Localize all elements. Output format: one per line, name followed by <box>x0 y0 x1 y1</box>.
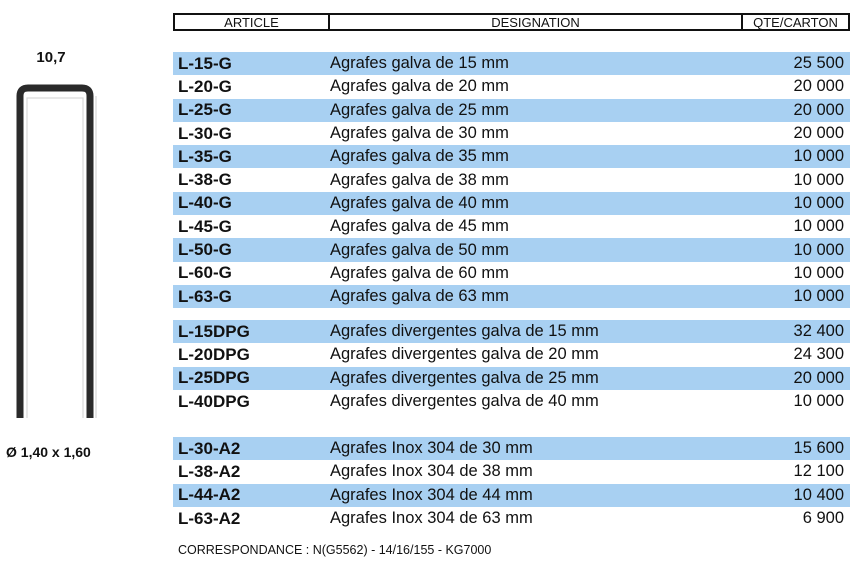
cell-qty: 10 000 <box>793 147 844 166</box>
cell-qty: 10 000 <box>793 287 844 306</box>
cell-designation: Agrafes galva de 60 mm <box>330 263 509 282</box>
table-row <box>173 437 850 460</box>
group-divergentes <box>173 320 850 413</box>
group-inox <box>173 437 850 530</box>
table-row <box>173 320 850 343</box>
cell-designation: Agrafes galva de 35 mm <box>330 147 509 166</box>
table-row <box>173 367 850 390</box>
cell-article: L-63-G <box>178 286 232 306</box>
cell-designation: Agrafes galva de 45 mm <box>330 217 509 236</box>
table-row <box>173 99 850 122</box>
cell-designation: Agrafes divergentes galva de 25 mm <box>330 368 599 387</box>
cell-designation: Agrafes divergentes galva de 20 mm <box>330 345 599 364</box>
group-galva <box>173 52 850 308</box>
cell-article: L-60-G <box>178 263 232 283</box>
table-row <box>173 122 850 145</box>
cell-designation: Agrafes Inox 304 de 38 mm <box>330 462 533 481</box>
cell-designation: Agrafes galva de 20 mm <box>330 77 509 96</box>
table-row <box>173 75 850 98</box>
table-row <box>173 168 850 191</box>
cell-article: L-40DPG <box>178 391 250 411</box>
cell-qty: 20 000 <box>793 368 844 387</box>
cell-qty: 10 000 <box>793 170 844 189</box>
table-row <box>173 215 850 238</box>
table-header <box>173 13 850 31</box>
table-row <box>173 343 850 366</box>
cell-article: L-40-G <box>178 193 232 213</box>
cell-article: L-63-A2 <box>178 508 241 528</box>
cell-designation: Agrafes divergentes galva de 40 mm <box>330 392 599 411</box>
cell-designation: Agrafes galva de 63 mm <box>330 287 509 306</box>
cell-qty: 12 100 <box>793 462 844 481</box>
cell-article: L-44-A2 <box>178 485 241 505</box>
staple-width-label: 10,7 <box>36 49 66 66</box>
cell-qty: 10 000 <box>793 193 844 212</box>
cell-article: L-20DPG <box>178 344 250 364</box>
cell-qty: 10 400 <box>793 485 844 504</box>
table-row <box>173 390 850 413</box>
table-row <box>173 285 850 308</box>
cell-designation: Agrafes galva de 38 mm <box>330 170 509 189</box>
cell-designation: Agrafes galva de 50 mm <box>330 240 509 259</box>
staple-diameter-label: Ø 1,40 x 1,60 <box>6 444 91 460</box>
cell-qty: 10 000 <box>793 263 844 282</box>
cell-qty: 15 600 <box>793 439 844 458</box>
cell-article: L-35-G <box>178 146 232 166</box>
cell-article: L-25DPG <box>178 368 250 388</box>
cell-designation: Agrafes galva de 15 mm <box>330 54 509 73</box>
cell-designation: Agrafes galva de 25 mm <box>330 100 509 119</box>
cell-article: L-45-G <box>178 216 232 236</box>
cell-designation: Agrafes Inox 304 de 63 mm <box>330 509 533 528</box>
staple-diagram-icon <box>10 84 100 424</box>
cell-article: L-15DPG <box>178 321 250 341</box>
cell-qty: 20 000 <box>793 100 844 119</box>
cell-qty: 6 900 <box>802 509 844 528</box>
cell-article: L-30-G <box>178 123 232 143</box>
cell-article: L-15-G <box>178 53 232 73</box>
cell-article: L-50-G <box>178 240 232 260</box>
cell-qty: 24 300 <box>793 345 844 364</box>
table-row <box>173 460 850 483</box>
table-row <box>173 262 850 285</box>
header-article: ARTICLE <box>175 15 330 29</box>
table-row <box>173 484 850 507</box>
cell-article: L-25-G <box>178 100 232 120</box>
table-row <box>173 238 850 261</box>
cell-qty: 10 000 <box>793 240 844 259</box>
cell-designation: Agrafes divergentes galva de 15 mm <box>330 322 599 341</box>
cell-article: L-30-A2 <box>178 438 241 458</box>
cell-designation: Agrafes Inox 304 de 44 mm <box>330 485 533 504</box>
cell-designation: Agrafes galva de 30 mm <box>330 124 509 143</box>
table-row <box>173 507 850 530</box>
cell-qty: 20 000 <box>793 77 844 96</box>
correspondance-note: CORRESPONDANCE : N(G5562) - 14/16/155 - KG7000 <box>178 543 492 557</box>
cell-qty: 10 000 <box>793 392 844 411</box>
cell-qty: 20 000 <box>793 124 844 143</box>
cell-qty: 32 400 <box>793 322 844 341</box>
table-row <box>173 192 850 215</box>
cell-designation: Agrafes Inox 304 de 30 mm <box>330 439 533 458</box>
header-designation: DESIGNATION <box>330 15 743 29</box>
cell-designation: Agrafes galva de 40 mm <box>330 193 509 212</box>
cell-article: L-20-G <box>178 76 232 96</box>
cell-article: L-38-A2 <box>178 461 241 481</box>
cell-article: L-38-G <box>178 170 232 190</box>
cell-qty: 10 000 <box>793 217 844 236</box>
header-qty: QTE/CARTON <box>753 14 838 30</box>
table-row <box>173 52 850 75</box>
cell-qty: 25 500 <box>793 54 844 73</box>
table-row <box>173 145 850 168</box>
